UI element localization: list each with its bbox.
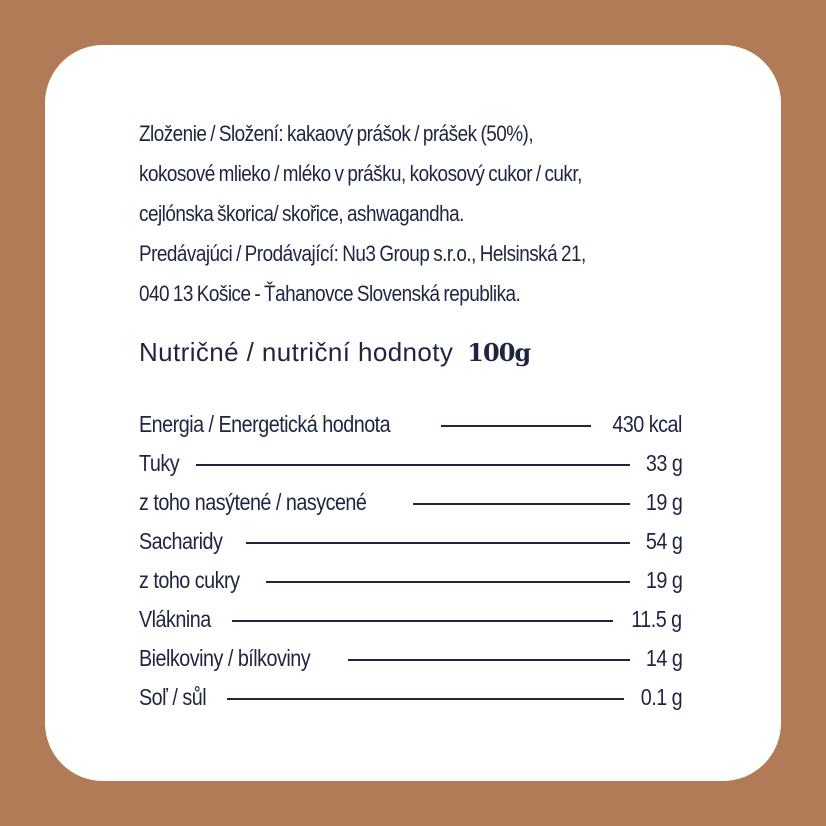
- nutrient-name: Vláknina: [139, 606, 211, 632]
- composition-line: cejlónska škorica/ skořice, ashwagandha.: [139, 201, 464, 226]
- nutrition-row: [139, 561, 682, 600]
- nutrient-value: 0.1 g: [640, 684, 682, 710]
- nutrient-value: 14 g: [645, 645, 682, 671]
- nutrition-heading-title: Nutričné / nutriční hodnoty: [139, 337, 454, 367]
- leader-line: [246, 542, 630, 544]
- nutrition-row: [139, 678, 682, 717]
- nutrition-row: [139, 522, 682, 561]
- nutrient-name: Sacharidy: [139, 528, 223, 554]
- nutrition-row: [139, 483, 682, 522]
- nutrient-value: 430 kcal: [612, 411, 682, 437]
- nutrition-row: [139, 405, 682, 444]
- nutrient-value: 33 g: [645, 450, 682, 476]
- leader-line: [227, 698, 624, 700]
- nutrient-name: Soľ / sůl: [139, 684, 207, 710]
- nutrient-name: z toho cukry: [139, 567, 240, 593]
- nutrition-heading-amount: 100g: [467, 338, 531, 367]
- nutrient-name: Bielkoviny / bílkoviny: [139, 645, 311, 671]
- nutrient-name: Tuky: [139, 450, 180, 476]
- nutrient-name: z toho nasýtené / nasycené: [139, 489, 367, 515]
- composition-line: kokosové mlieko / mléko v prášku, kokosový cukor / cukr,: [139, 161, 582, 186]
- nutrition-row: [139, 444, 682, 483]
- composition-line: Predávajúci / Prodávající: Nu3 Group s.r.o., Helsinská 21,: [139, 241, 586, 266]
- nutrition-heading: [139, 337, 530, 383]
- nutrient-value: 19 g: [645, 489, 682, 515]
- leader-line: [441, 425, 591, 427]
- composition-line: 040 13 Košice - Ťahanovce Slovenská republika.: [139, 281, 521, 306]
- nutrient-value: 54 g: [645, 528, 682, 554]
- nutrition-table: [139, 405, 682, 717]
- composition-text: [139, 114, 699, 314]
- nutrient-name: Energia / Energetická hodnota: [139, 411, 391, 437]
- leader-line: [266, 581, 630, 583]
- composition-line: Zloženie / Složení: kakaový prášok / prášek (50%),: [139, 121, 534, 146]
- leader-line: [413, 503, 629, 505]
- leader-line: [232, 620, 613, 622]
- nutrition-row: [139, 600, 682, 639]
- leader-line: [348, 659, 630, 661]
- nutrient-value: 11.5 g: [631, 606, 682, 632]
- leader-line: [196, 464, 630, 466]
- nutrient-value: 19 g: [645, 567, 682, 593]
- nutrition-row: [139, 639, 682, 678]
